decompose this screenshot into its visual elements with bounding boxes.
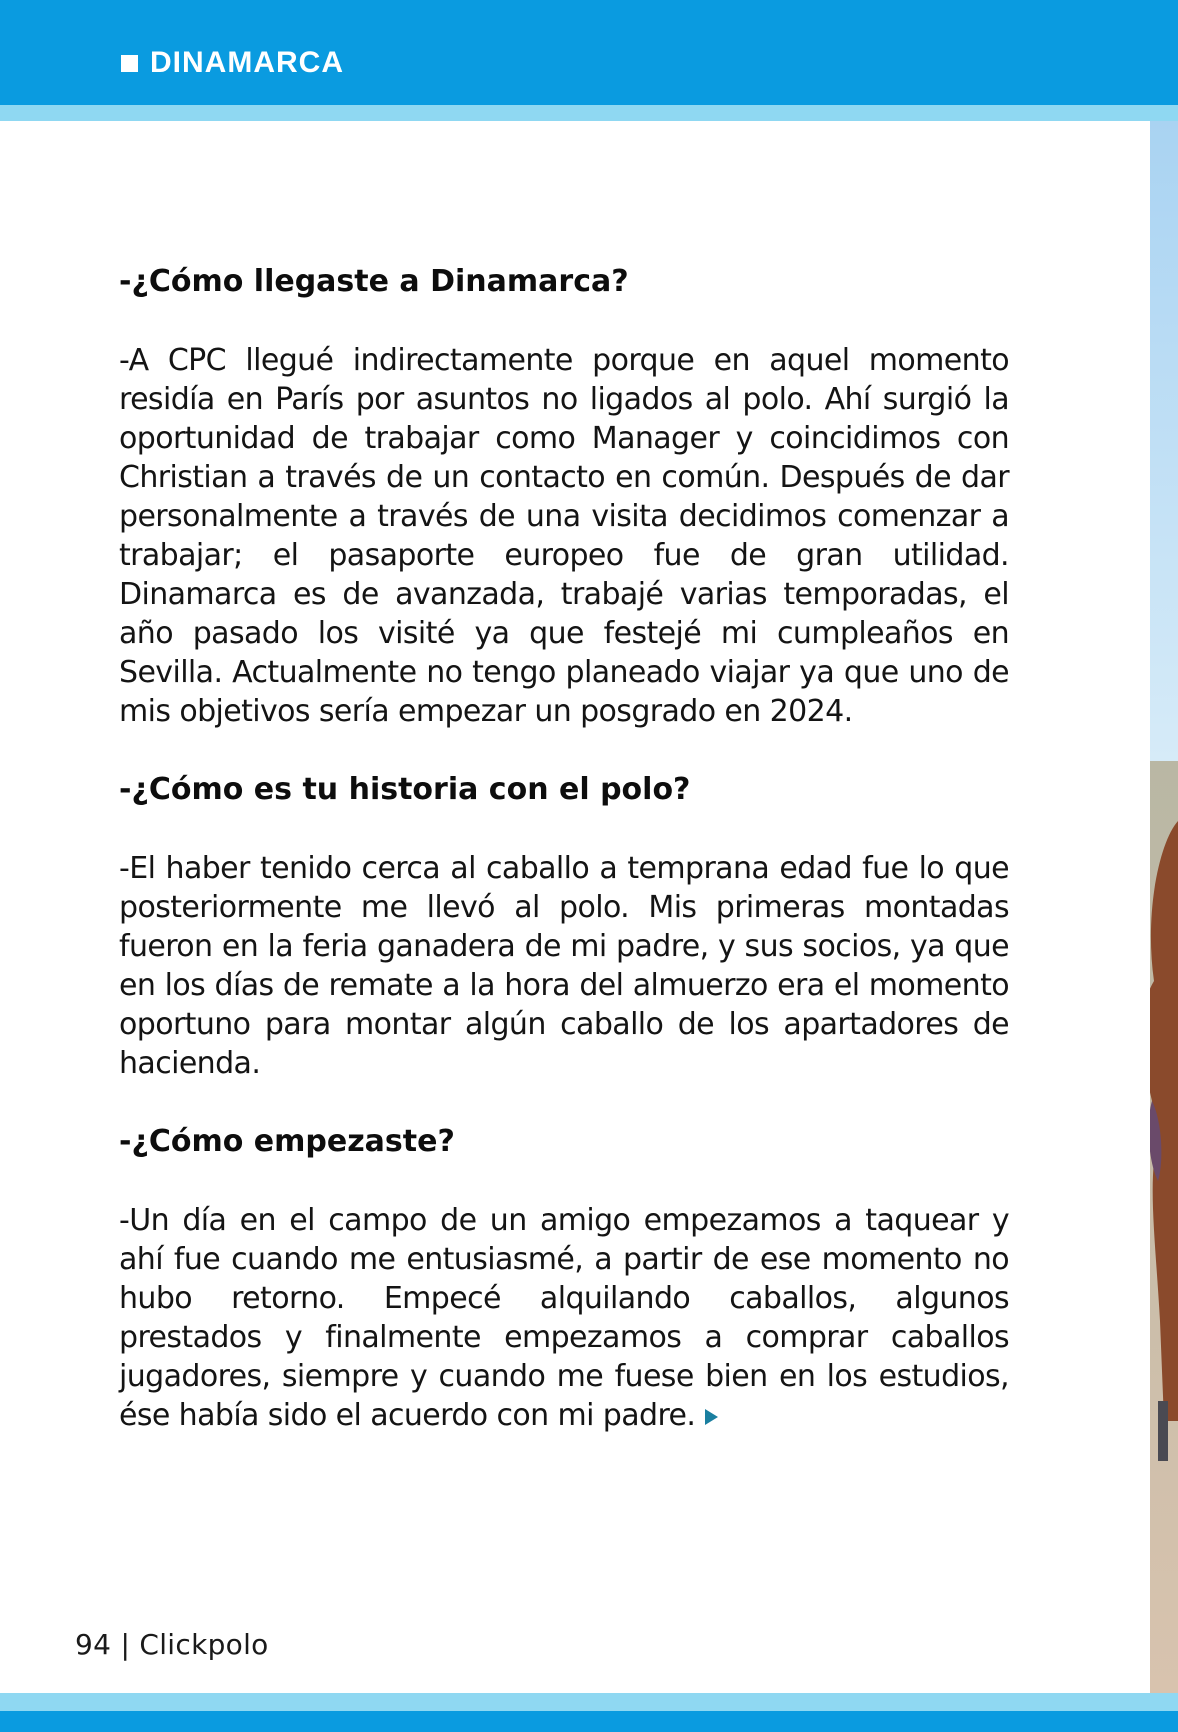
- page-footer: [75, 1628, 269, 1661]
- footer-stripe: [0, 1693, 1178, 1711]
- white-square-icon: [121, 55, 138, 72]
- header-stripe: [0, 105, 1178, 121]
- page-number: 94: [75, 1628, 112, 1661]
- question-2: -¿Cómo es tu historia con el polo?: [119, 772, 691, 807]
- footer-band: [0, 1711, 1178, 1732]
- section-header: [121, 48, 344, 78]
- answer-2: -El haber tenido cerca al caballo a temprana edad fue lo que posteriormente me llevó al polo. Mis primeras montadas fueron en la feria ganadera de mi padre, y sus socios, ya que en los días de remate a la hora del almuerzo era el momento oportuno para montar algún caballo de los apartadores de hacienda.: [119, 851, 1009, 1081]
- footer-separator: |: [120, 1628, 131, 1661]
- question-1: -¿Cómo llegaste a Dinamarca?: [119, 264, 629, 299]
- answer-3-text: -Un día en el campo de un amigo empezamos a taquear y ahí fue cuando me entusiasmé, a partir de ese momento no hubo retorno. Empecé alquilando caballos, algunos prestados y finalmente empezamos a comprar caballos jugadores, siempre y cuando me fuese bien en los estudios, ése había sido el acuerdo con mi padre.: [119, 1203, 1009, 1433]
- interview-article: [119, 262, 1009, 1435]
- question-3: -¿Cómo empezaste?: [119, 1124, 455, 1159]
- answer-1: -A CPC llegué indirectamente porque en aquel momento residía en París por asuntos no ligados al polo. Ahí surgió la oportunidad de trabajar como Manager y coincidimos con Christian a través de un contacto en común. Después de dar personalmente a través de una visita decidimos comenzar a trabajar; el pasaporte europeo fue de gran utilidad. Dinamarca es de avanzada, trabajé varias temporadas, el año pasado los visité ya que festejé mi cumpleaños en Sevilla. Actualmente no tengo planeado viajar ya que uno de mis objetivos sería empezar un posgrado en 2024.: [119, 343, 1009, 729]
- answer-3: [119, 1201, 1009, 1435]
- section-title: DINAMARCA: [150, 46, 344, 79]
- horse-photo-edge: [1150, 121, 1178, 1693]
- play-triangle-icon: [705, 1409, 718, 1425]
- horse-photo-image: [1150, 121, 1178, 1693]
- publication-name: Clickpolo: [139, 1628, 269, 1661]
